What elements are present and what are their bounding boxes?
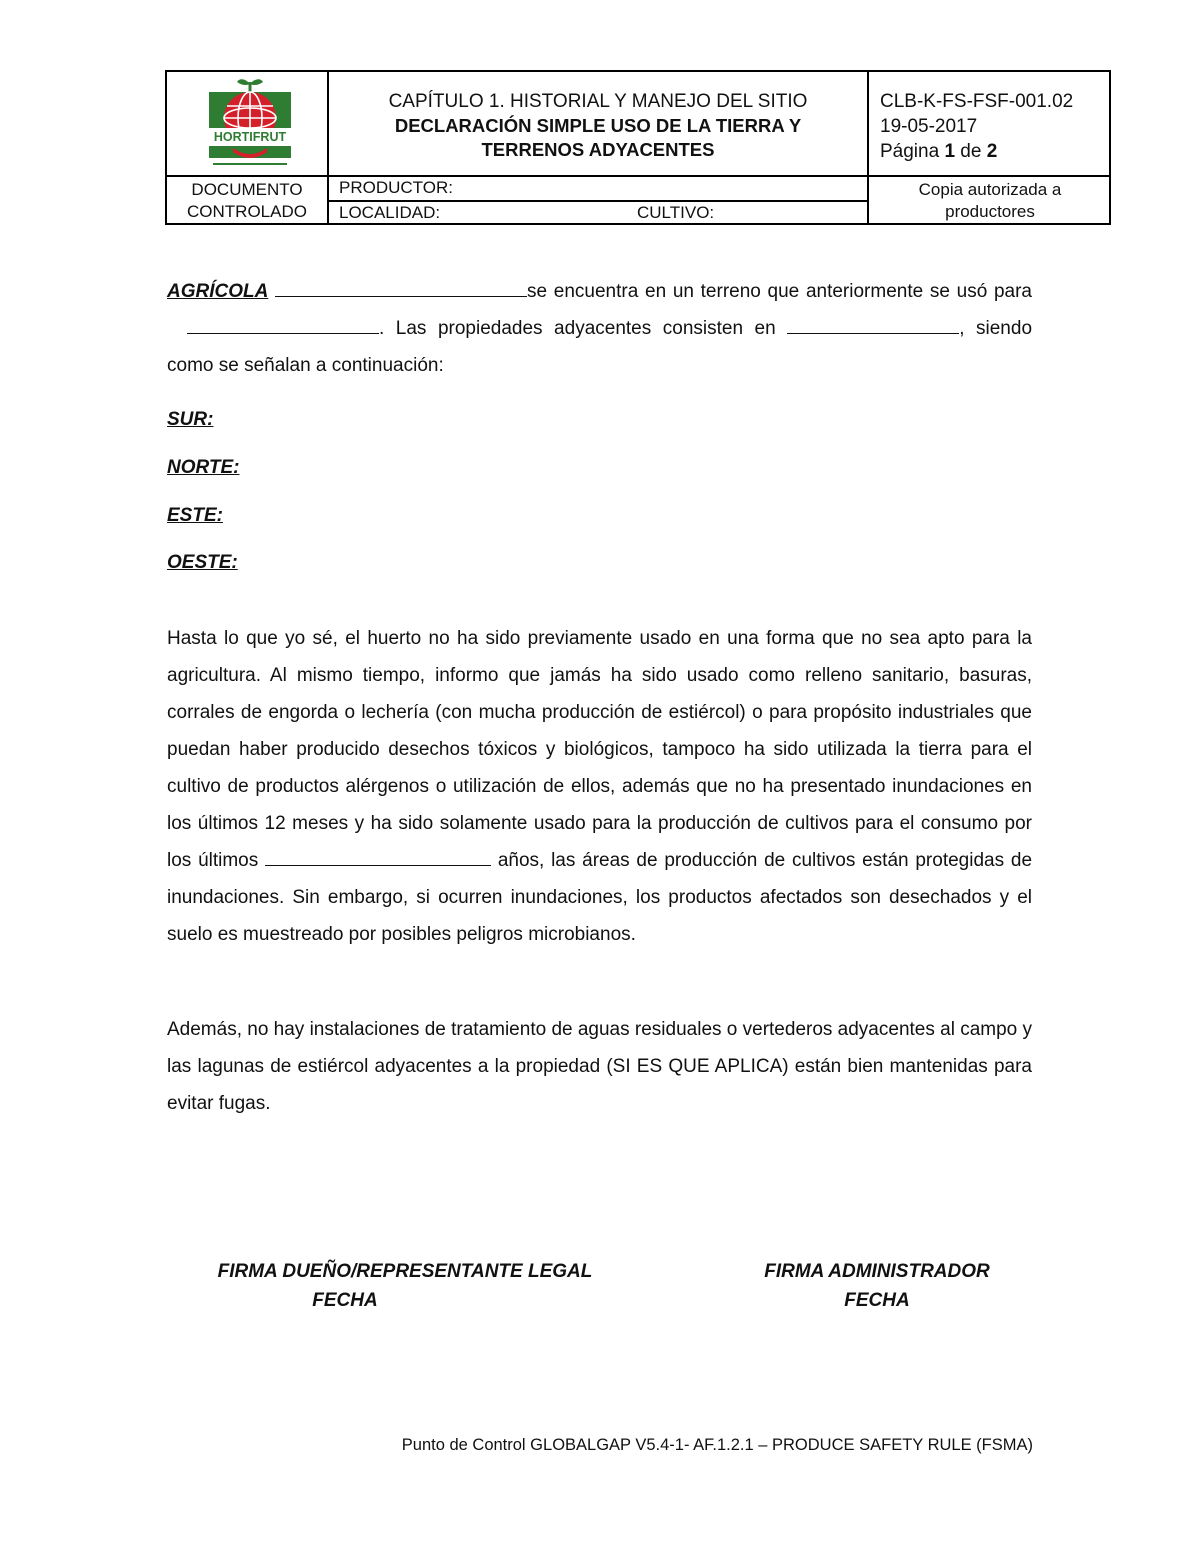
years-blank[interactable]	[265, 847, 491, 866]
logo-text: HORTIFRUT	[213, 130, 287, 144]
page-total: 2	[986, 141, 998, 162]
producer-field[interactable]	[329, 177, 867, 200]
declaration-text-part1: Hasta lo que yo sé, el huerto no ha sido previamente usado en una forma que no sea apto para la agricultura. Al mismo tiempo, informo que jamás ha sido usado como relleno sanitario, basuras, corrales de engorda o lechería (con mucha producción de estiércol) o para propósito industriales que puedan haber producido desechos tóxicos y biológicos, tampoco ha sido utilizada la tierra para el cultivo de productos alérgenos o utilización de ellos, además que no ha presentado inundaciones en los últimos 12 meses y ha sido solamente usado para la producción de cultivos para el consumo por los últimos	[167, 628, 1032, 871]
intro-paragraph	[167, 273, 1032, 384]
copy-label-line1: Copia autorizada a	[918, 180, 1062, 199]
intro-text-2: . Las propiedades adyacentes consisten en	[379, 318, 776, 339]
controlled-label-line2: CONTROLADO	[187, 202, 307, 221]
authorized-copy-cell	[869, 177, 1111, 225]
direction-north: NORTE:	[167, 457, 240, 478]
footer-control-point: Punto de Control GLOBALGAP V5.4-1- AF.1.2.1 – PRODUCE SAFETY RULE (FSMA)	[401, 1436, 1033, 1454]
agricola-label: AGRÍCOLA	[167, 281, 269, 302]
chapter-title: CAPÍTULO 1. HISTORIAL Y MANEJO DEL SITIO	[388, 91, 808, 112]
previous-use-blank[interactable]	[187, 315, 379, 334]
page-indicator	[880, 139, 1111, 164]
declaration-paragraph	[167, 620, 1032, 953]
producer-label: PRODUCTOR:	[339, 178, 453, 197]
page-prefix: Página	[880, 141, 945, 162]
document-header-table	[165, 70, 1111, 225]
document-title-cell	[329, 72, 867, 175]
locality-field[interactable]	[329, 202, 867, 225]
hortifrut-logo	[205, 76, 295, 170]
copy-label-line2: productores	[945, 202, 1035, 221]
owner-date-label: FECHA	[312, 1290, 378, 1311]
adjacent-properties-blank[interactable]	[787, 315, 959, 334]
locality-label: LOCALIDAD:	[339, 203, 441, 222]
facilities-paragraph: Además, no hay instalaciones de tratamiento de aguas residuales o vertederos adyacentes al campo y las lagunas de estiércol adyacentes a la propiedad (SI ES QUE APLICA) están bien mantenidas para evitar fugas.	[167, 1019, 1033, 1114]
declaration-title-line2: TERRENOS ADYACENTES	[481, 139, 715, 160]
logo-cell	[167, 72, 327, 175]
owner-signature-block	[180, 1257, 630, 1315]
company-name-blank[interactable]	[275, 278, 527, 297]
page-current: 1	[944, 141, 956, 162]
admin-signature-label: FIRMA ADMINISTRADOR	[764, 1261, 990, 1282]
declaration-text-part2: años, las áreas de producción de cultivos están protegidas de inundaciones. Sin embargo, si ocurren inundaciones, los productos afectados son desechados y el suelo es muestreado por posibles peligros microbianos.	[167, 850, 1033, 945]
owner-signature-label: FIRMA DUEÑO/REPRESENTANTE LEGAL	[217, 1261, 593, 1282]
page-of: de	[955, 141, 987, 162]
admin-date-label: FECHA	[844, 1290, 910, 1311]
controlled-document-cell	[167, 177, 327, 225]
crop-label: CULTIVO:	[637, 203, 715, 222]
controlled-label-line1: DOCUMENTO	[191, 180, 303, 199]
direction-west: OESTE:	[167, 552, 238, 573]
direction-east: ESTE:	[167, 505, 223, 526]
admin-signature-block	[722, 1257, 1032, 1315]
intro-text-3: , siendo como se señalan a continuación:	[167, 318, 1033, 376]
intro-text-1: se encuentra en un terreno que anteriormente se usó para	[527, 281, 1032, 302]
direction-south: SUR:	[167, 409, 214, 430]
document-code: CLB-K-FS-FSF-001.02	[880, 91, 1074, 112]
document-code-cell	[869, 72, 1111, 175]
declaration-title-line1: DECLARACIÓN SIMPLE USO DE LA TIERRA Y	[394, 115, 802, 136]
document-date: 19-05-2017	[880, 116, 978, 137]
